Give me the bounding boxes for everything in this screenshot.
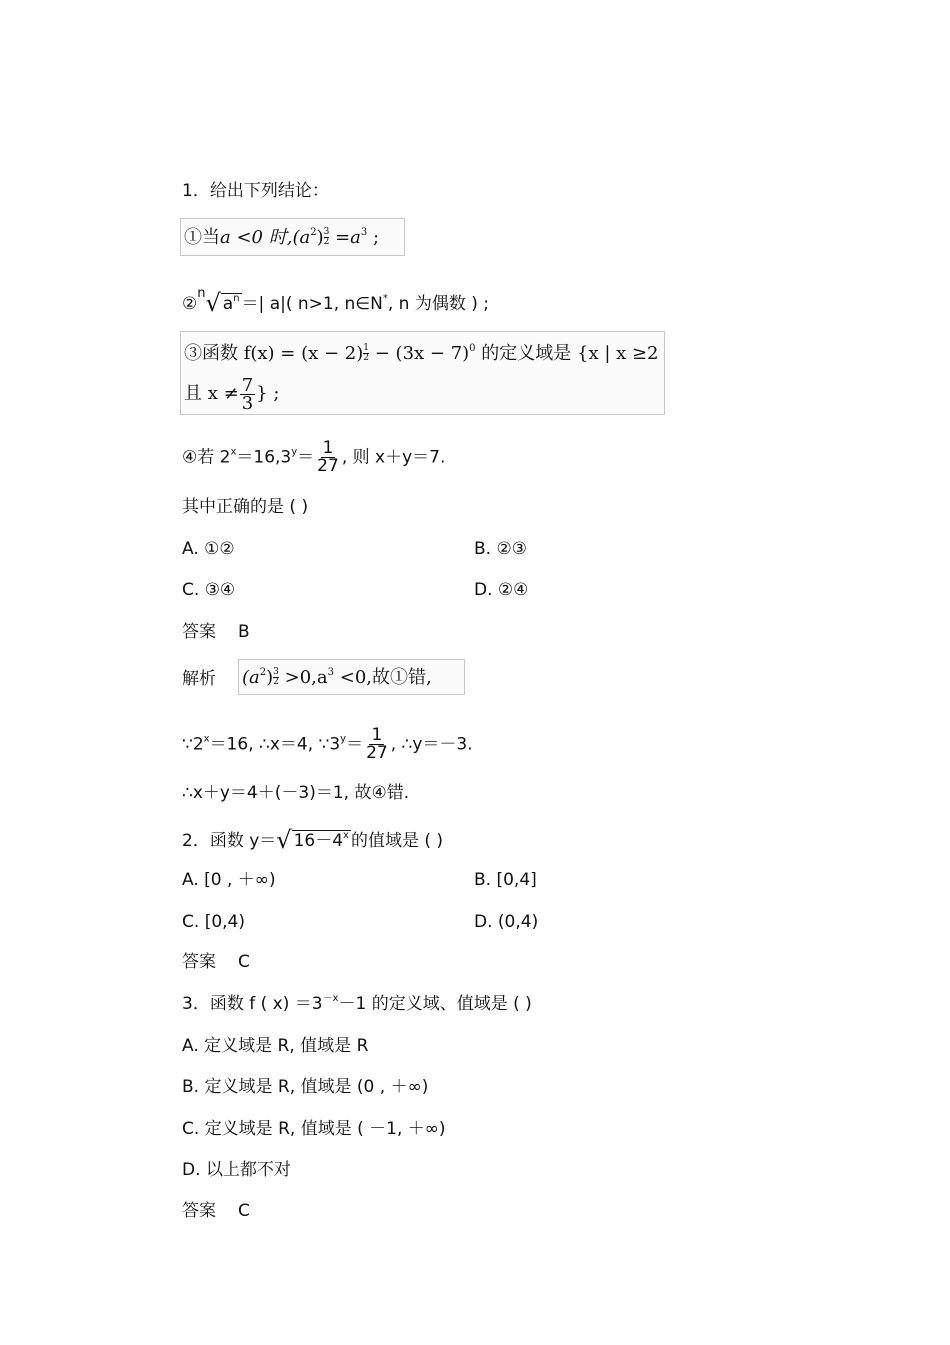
q3-option-b[interactable]: B. 定义域是 R, 值域是 (0 , ＋∞) xyxy=(182,1077,429,1097)
q3-option-c[interactable]: C. 定义域是 R, 值域是 ( －1, ＋∞) xyxy=(182,1119,446,1139)
s3-line1: ③函数 f(x) = (x − 2) $\frac{1}{2}$ − $(3x - 7)^0$ 的定义域是 {x | x ≥2 xyxy=(184,343,659,364)
s1-label: ①当 xyxy=(184,227,220,248)
q3-answer: 答案 C xyxy=(182,1201,250,1221)
q1-analysis-step2: $\because 2^x=16$, ∴x＝4, $\because 3^y=$ $\frac{1}{27}$ , ∴y＝－3. xyxy=(182,725,473,763)
q1-question: 其中正确的是 ( ) xyxy=(182,497,309,517)
q3-option-d[interactable]: D. 以上都不对 xyxy=(182,1160,291,1180)
q1-statement-1-image: ①当a <0 时$,(a^2)$ $\frac{3}{2}$ $=a^3$ ; xyxy=(180,218,405,256)
q2-option-c[interactable]: C. [0,4) xyxy=(182,912,245,932)
nth-root: $^n$√ $a^n$ xyxy=(197,286,240,317)
q1-option-a[interactable]: A. ①② xyxy=(182,539,235,559)
sqrt: √ $16-4^x$ xyxy=(276,826,349,854)
q2-answer: 答案 C xyxy=(182,952,250,972)
q2-option-b[interactable]: B. [0,4] xyxy=(474,870,537,890)
s1-exponent: $\frac{3}{2}$ xyxy=(323,227,330,247)
q1-answer: 答案 B xyxy=(182,622,250,642)
q2-title: 2．函数 y＝√ $16-4^x$ 的值域是 ( ) xyxy=(182,826,444,854)
s1-condition: a <0 时, xyxy=(220,227,293,248)
s1-base: (a xyxy=(292,227,311,248)
q1-option-d[interactable]: D. ②④ xyxy=(474,580,529,600)
s1-end: ; xyxy=(373,227,380,248)
q3-title: 3．函数 f ( $x) =3^{-x}-1$ 的定义域、值域是 ( ) xyxy=(182,993,532,1014)
q1-analysis-image: $(a^2)$ $\frac{3}{2}$ $>0,a^3 <0$,故①错, xyxy=(238,659,465,695)
q1-statement-4: ④若 $2^x=16,3^y=$ $\frac{1}{27}$ , 则 x＋y＝7. xyxy=(182,438,446,476)
q2-option-a[interactable]: A. [0 , ＋∞) xyxy=(182,870,276,890)
s2-label: ② xyxy=(182,294,198,314)
s2-rest2: , n 为偶数 ) ; xyxy=(387,294,489,314)
q1-option-b[interactable]: B. ②③ xyxy=(474,539,527,559)
s1-eq: =a xyxy=(335,227,361,248)
q1-analysis-step3: ∴x＋y＝4＋(－3)＝1, 故④错. xyxy=(182,783,410,803)
q1-statement-3-image xyxy=(180,331,665,415)
s2-rest: ＝| a|( n>1, n∈N xyxy=(241,294,383,314)
q2-option-d[interactable]: D. (0,4) xyxy=(474,912,539,932)
q1-statement-2: ②$^n$√ $a^n$ ＝| a|( n>1, n∈N*, n 为偶数 ) ; xyxy=(182,286,489,317)
q1-title: 1．给出下列结论： xyxy=(182,181,329,201)
q1-analysis-label: 解析 xyxy=(182,669,216,689)
s3-line2: 且 x ≠ $\frac{7}{3}$ } ; xyxy=(184,374,280,414)
q3-option-a[interactable]: A. 定义域是 R, 值域是 R xyxy=(182,1036,369,1056)
q1-option-c[interactable]: C. ③④ xyxy=(182,580,236,600)
